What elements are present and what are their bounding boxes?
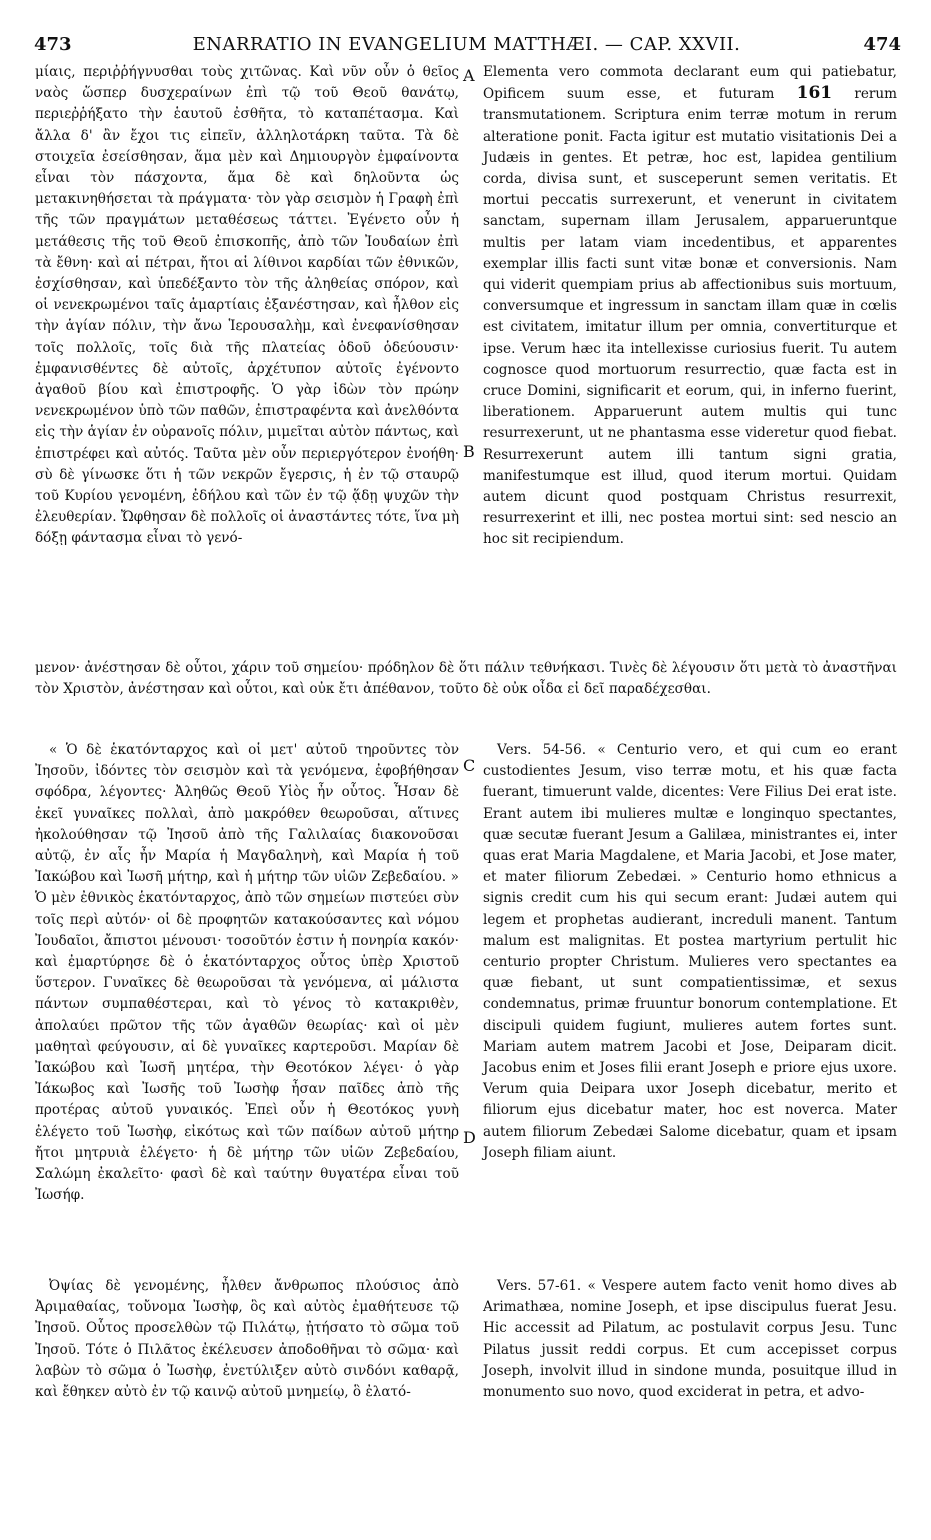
running-header — [28, 34, 905, 60]
latin-column-vers-57-61 — [483, 1276, 897, 1403]
margin-letter-a: A — [463, 66, 475, 85]
full-width-greek-line — [35, 658, 897, 700]
latin-column-vers-54-56 — [483, 740, 897, 1164]
latin-text: Elementa vero commota declarant eum qui patiebatur, Opificem suum esse, et futuram — [483, 64, 897, 103]
greek-column-top — [35, 62, 459, 550]
page-number-left: 473 — [34, 34, 72, 55]
greek-column-vers-57-61 — [35, 1276, 459, 1403]
latin-paragraph: Vers. 57-61. « Vespere autem facto venit homo dives ab Arimathæa, nomine Joseph, et ipse discipulus fuerat Jesu. Hic accessit ad Pilatum, ac postulavit corpus Jesu. Tunc Pilatus jussit reddi corpus. Et cum accepisset corpus Joseph, involvit illud in sindone munda, posuitque illud in monumento suo novo, quod exciderat in petra, et advo- — [483, 1278, 897, 1401]
latin-column-top — [483, 62, 897, 551]
running-title: ENARRATIO IN EVANGELIUM MATTHÆI. — CAP. XXVII. — [192, 34, 741, 55]
margin-letter-d: D — [463, 1128, 476, 1147]
margin-letter-b: B — [463, 442, 475, 461]
greek-paragraph: Ὀψίας δὲ γενομένης, ἦλθεν ἄνθρωπος πλούσιος ἀπὸ Ἀριμαθαίας, τοὔνομα Ἰωσὴφ, ὃς καὶ αὐτὸς ἐμαθήτευσε τῷ Ἰησοῦ. Οὗτος προσελθὼν τῷ Πιλάτῳ, ᾐτήσατο τὸ σῶμα τοῦ Ἰησοῦ. Τότε ὁ Πιλᾶτος ἐκέλευσεν ἀποδοθῆναι τὸ σῶμα· καὶ λαβὼν τὸ σῶμα ὁ Ἰωσὴφ, ἐνετύλιξεν αὐτὸ σινδόνι καθαρᾷ, καὶ ἔθηκεν αὐτὸ ἐν τῷ καινῷ αὐτοῦ μνημείῳ, ὃ ἐλατό- — [35, 1278, 459, 1401]
latin-paragraph — [483, 62, 897, 551]
marginal-reference-number: 161 — [796, 83, 833, 104]
margin-letter-c: C — [463, 756, 476, 775]
greek-paragraph: « Ὁ δὲ ἑκατόνταρχος καὶ οἱ μετ' αὐτοῦ τηροῦντες τὸν Ἰησοῦν, ἰδόντες τὸν σεισμὸν καὶ τὰ γενόμενα, ἐφοβήθησαν σφόδρα, λέγοντες· Ἀληθῶς Θεοῦ Υἱὸς ἦν οὗτος. Ἦσαν δὲ ἐκεῖ γυναῖκες πολλαὶ, ἀπὸ μακρόθεν θεωροῦσαι, αἵτινες ἠκολούθησαν τῷ Ἰησοῦ ἀπὸ τῆς Γαλιλαίας διακονοῦσαι αὐτῷ, ἐν αἷς ἦν Μαρία ἡ Μαγδαληνὴ, καὶ Μαρία ἡ τοῦ Ἰακώβου καὶ Ἰωσῆ μήτηρ, καὶ ἡ μήτηρ τῶν υἱῶν Ζεβεδαίου. » Ὁ μὲν ἐθνικὸς ἑκατόνταρχος, ἀπὸ τῶν σημείων πιστεύει σὺν τοῖς περὶ αὐτόν· οἱ δὲ προφητῶν κατακούσαντες καὶ νόμου Ἰουδαῖοι, ἄπιστοι μένουσι· τοσοῦτόν ἐστιν ἡ πονηρία κακόν· καὶ ἐμαρτύρησε δὲ ὁ ἑκατόνταρχος οὗτος ὑπὲρ Χριστοῦ ὕστερον. Γυναῖκες δὲ θεωροῦσαι τὰ γενόμενα, αἱ μάλιστα πάντων συμπαθέστεραι, καὶ τὸ γένος τὸ κατακριθὲν, ἀπολαύει πρῶτον τῆς τῶν ἀγαθῶν θεωρίας· καὶ οἱ μὲν μαθηταὶ φεύγουσιν, αἱ δὲ γυναῖκες καρτεροῦσι. Μαρίαν δὲ Ἰακώβου καὶ Ἰωσῆ μητέρα, τὴν Θεοτόκον λέγει· ὁ γὰρ Ἰάκωβος καὶ Ἰωσῆς τοῦ Ἰωσὴφ ἦσαν παῖδες ἀπὸ τῆς προτέρας αὐτοῦ γυναικός. Ἐπεὶ οὖν ἡ Θεοτόκος γυνὴ ἐλέγετο τοῦ Ἰωσὴφ, εἰκότως καὶ τῶν παίδων αὐτοῦ μήτηρ ἤτοι μητρυιὰ ἐλέγετο· ἡ δὲ μήτηρ τῶν υἱῶν Ζεβεδαίου, Σαλώμη ἐκαλεῖτο· φασὶ δὲ καὶ ταύτην θυγατέρα εἶναι τοῦ Ἰωσήφ. — [35, 742, 459, 1204]
latin-text: rerum transmutationem. Scriptura enim terræ motum in rerum alteratione ponit. Facta igitur est mutatio visitationis Dei a Judæis in gentes. Et petræ, hoc est, lapidea gentilium corda, divisa sunt, et susceperunt semen veritatis. Et mortui peccatis surrexerunt, et venerunt in civitatem sanctam, supernam illam Jerusalem, apparueruntque multis per latam viam incedentibus, et apparentes exemplar illis facti sunt vitæ bonæ et conversionis. Nam qui viderit quempiam prius ab affectionibus suis mortuum, conversumque et ingressum in sanctam illam quæ in cœlis est civitatem, imitatur illum per omnia, convertiturque et ipse. Verum hæc ita intellexisse curiosius fuerit. Tu autem cognosce quod mortuorum resurrectio, quæ facta est in cruce Domini, significarit et eorum, qui, in inferno fuerint, liberationem. Apparuerunt autem multis qui tunc resurrexerunt, ut ne phantasma esse videretur quod fiebat. Resurrexerunt autem illi tantum signi gratia, manifestumque est illud, quod iterum mortui. Quidam autem dicunt quod postquam Christus resurrexit, resurrexerint et illi, nec postea mortui sint: sed nescio an hoc sit recipiendum. — [483, 86, 898, 548]
greek-paragraph: μενον· ἀνέστησαν δὲ οὗτοι, χάριν τοῦ σημείου· πρόδηλον δὲ ὅτι πάλιν τεθνήκασι. Τινὲς δὲ λέγουσιν ὅτι μετὰ τὸ ἀναστῆναι τὸν Χριστὸν, ἀνέστησαν καὶ οὗτοι, καὶ οὐκ ἔτι ἀπέθανον, τοῦτο δὲ οὐκ οἶδα εἰ δεῖ παραδέχεσθαι. — [35, 660, 897, 698]
greek-paragraph: μίαις, περιῤῥήγνυσθαι τοὺς χιτῶνας. Καὶ νῦν οὖν ὁ θεῖος ναὸς ὥσπερ δυσχεραίνων ἐπὶ τῷ τοῦ Θεοῦ θανάτῳ, περιεῤῥήξατο τὴν ἑαυτοῦ ἐσθῆτα, τὸ καταπέτασμα. Καὶ ἄλλα δ' ἂν ἔχοι τις εἰπεῖν, ἀλληλοτάρκη ταῦτα. Τὰ δὲ στοιχεῖα ἐσείσθησαν, ἅμα μὲν καὶ Δημιουργὸν ἐμφαίνοντα εἶναι τὸν πάσχοντα, ἅμα δὲ καὶ δηλοῦντα ὡς μετακινηθήσεται τὰ πράγματα· τὸν γὰρ σεισμὸν ἡ Γραφὴ ἐπὶ τῆς τῶν πραγμάτων μεταθέσεως τάττει. Ἐγένετο οὖν ἡ μετάθεσις τῆς τοῦ Θεοῦ ἐπισκοπῆς, ἀπὸ τῶν Ἰουδαίων ἐπὶ τὰ ἔθνη· καὶ αἱ πέτραι, ἤτοι αἱ λίθινοι καρδίαι τῶν ἐθνικῶν, ἐσχίσθησαν, καὶ ὑπεδέξαντο τὸν τῆς ἀληθείας σπόρον, καὶ οἱ νενεκρωμένοι ταῖς ἁμαρτίαις ἐξανέστησαν, καὶ ἦλθον εἰς τὴν ἁγίαν πόλιν, τὴν ἄνω Ἱερουσαλὴμ, καὶ ἐνεφανίσθησαν τοῖς πολλοῖς, τοῖς διὰ τῆς πλατείας ὁδοῦ ὁδεύουσιν· ἐμφανισθέντες δὲ αὐτοῖς, ἀρχέτυπον αὐτοῖς ἐγένοντο ἀγαθοῦ βίου καὶ ἐπιστροφῆς. Ὁ γὰρ ἰδὼν τὸν πρώην νενεκρωμένον ὑπὸ τῶν παθῶν, ἐπιστραφέντα καὶ ἀνελθόντα εἰς τὴν ἁγίαν ἐν οὐρανοῖς πόλιν, μιμεῖται αὐτὸν πάντως, καὶ ἐπιστρέφει καὶ αὐτός. Ταῦτα μὲν οὖν περιεργότερον ἐνοήθη· σὺ δὲ γίνωσκε ὅτι ἡ τῶν νεκρῶν ἔγερσις, ἡ ἐν τῷ σταυρῷ τοῦ Κυρίου γενομένη, ἐδήλου καὶ τῶν ἐν τῷ ᾅδῃ ψυχῶν τὴν ἐλευθερίαν. Ὤφθησαν δὲ πολλοῖς οἱ ἀναστάντες τότε, ἵνα μὴ δόξῃ φάντασμα εἶναι τὸ γενό- — [35, 64, 459, 547]
latin-paragraph: Vers. 54-56. « Centurio vero, et qui cum eo erant custodientes Jesum, viso terræ motu, et his quæ facta fuerant, timuerunt valde, dicentes: Vere Filius Dei erat iste. Erant autem ibi mulieres multæ e longinquo spectantes, quæ secutæ fuerant Jesum a Galilæa, ministrantes ei, inter quas erat Maria Magdalene, et Maria Jacobi, et Jose mater, et mater filiorum Zebedæi. » Centurio homo ethnicus a signis credit cum his qui secum erant: Judæi autem qui legem et prophetas audierant, increduli manent. Tantum malum est malignitas. Et postea martyrium pertulit hic centurio propter Christum. Mulieres vero spectantes ea quæ fiebant, ut sunt compatientissimæ, et sexus condemnatus, primæ fruuntur bonorum contemplatione. Et discipuli quidem fugiunt, mulieres autem fortes sunt. Mariam autem matrem Jacobi et Jose, Deiparam dicit. Jacobus enim et Joses filii erant Joseph e priore ejus uxore. Verum quia Deipara uxor Joseph dicebatur, merito et filiorum ejus dicebatur mater, hoc est noverca. Mater autem filiorum Zebedæi Salome dicebatur, quam et ipsam Joseph filiam aiunt. — [483, 742, 897, 1161]
page-number-right: 474 — [863, 34, 901, 55]
greek-column-vers-54-56 — [35, 740, 459, 1206]
